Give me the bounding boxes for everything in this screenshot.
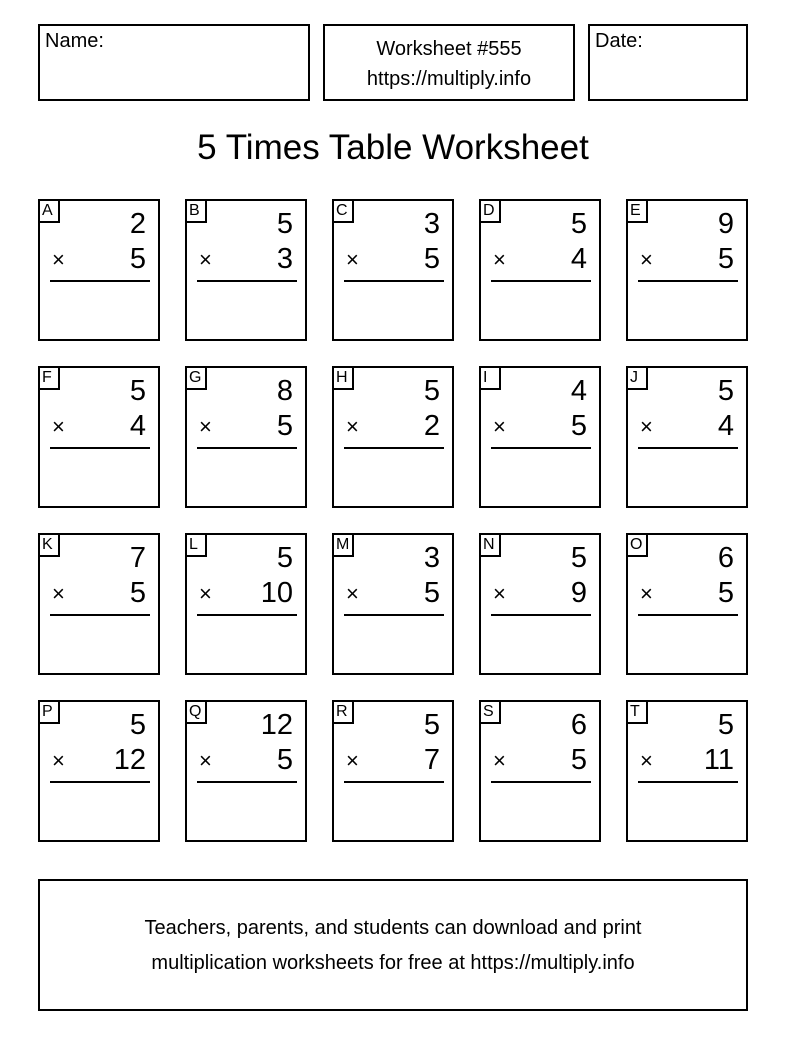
answer-line <box>638 614 738 616</box>
multiplicand: 5 <box>276 208 293 240</box>
problem-letter: I <box>481 368 501 390</box>
times-icon: × <box>346 414 359 439</box>
answer-line <box>491 447 591 449</box>
problem-letter: B <box>187 201 207 223</box>
multiplier: 2 <box>423 410 440 442</box>
multiplicand: 6 <box>570 709 587 741</box>
multiplicand: 12 <box>260 709 293 741</box>
answer-line <box>638 781 738 783</box>
answer-line <box>344 781 444 783</box>
problem-letter: J <box>628 368 648 390</box>
date-field-box[interactable] <box>588 24 748 101</box>
times-icon: × <box>199 581 212 606</box>
multiplier: 7 <box>423 744 440 776</box>
multiplicand: 4 <box>570 375 587 407</box>
answer-line <box>50 280 150 282</box>
problem-cell-e[interactable] <box>626 199 748 341</box>
answer-line <box>344 280 444 282</box>
multiplier: 5 <box>276 744 293 776</box>
problem-letter: K <box>40 535 60 557</box>
problem-cell-f[interactable] <box>38 366 160 508</box>
times-icon: × <box>640 581 653 606</box>
multiplier: 5 <box>570 410 587 442</box>
multiplier: 5 <box>276 410 293 442</box>
problem-letter: O <box>628 535 648 557</box>
name-label: Name: <box>45 30 104 52</box>
times-icon: × <box>52 414 65 439</box>
problem-letter: H <box>334 368 354 390</box>
worksheet-info-box <box>323 24 575 101</box>
answer-line <box>197 781 297 783</box>
problem-letter: P <box>40 702 60 724</box>
multiplier: 5 <box>129 577 146 609</box>
problem-letter: D <box>481 201 501 223</box>
multiplicand: 3 <box>423 542 440 574</box>
problem-cell-a[interactable] <box>38 199 160 341</box>
problem-letter: A <box>40 201 60 223</box>
multiplicand: 5 <box>570 542 587 574</box>
times-icon: × <box>199 414 212 439</box>
times-icon: × <box>52 581 65 606</box>
footer-line-2: multiplication worksheets for free at https://multiply.info <box>151 952 635 974</box>
problem-cell-j[interactable] <box>626 366 748 508</box>
times-icon: × <box>493 247 506 272</box>
problem-letter: F <box>40 368 60 390</box>
multiplicand: 5 <box>570 208 587 240</box>
page-title: 5 Times Table Worksheet <box>197 128 589 167</box>
footer-box <box>38 879 748 1011</box>
problem-cell-i[interactable] <box>479 366 601 508</box>
problem-cell-r[interactable] <box>332 700 454 842</box>
times-icon: × <box>52 748 65 773</box>
multiplicand: 3 <box>423 208 440 240</box>
answer-line <box>50 614 150 616</box>
multiplier: 10 <box>260 577 293 609</box>
problem-cell-l[interactable] <box>185 533 307 675</box>
multiplicand: 6 <box>717 542 734 574</box>
times-icon: × <box>346 748 359 773</box>
multiplier: 5 <box>423 577 440 609</box>
answer-line <box>197 614 297 616</box>
worksheet-number: Worksheet #555 <box>376 38 522 60</box>
answer-line <box>197 280 297 282</box>
multiplicand: 9 <box>717 208 734 240</box>
problem-cell-n[interactable] <box>479 533 601 675</box>
multiplicand: 5 <box>423 709 440 741</box>
multiplier: 5 <box>570 744 587 776</box>
problem-letter: M <box>334 535 354 557</box>
problem-letter: L <box>187 535 207 557</box>
problem-cell-c[interactable] <box>332 199 454 341</box>
multiplier: 5 <box>717 577 734 609</box>
answer-line <box>491 614 591 616</box>
multiplier: 5 <box>717 243 734 275</box>
multiplier: 4 <box>717 410 734 442</box>
problem-cell-o[interactable] <box>626 533 748 675</box>
times-icon: × <box>640 414 653 439</box>
date-label: Date: <box>595 30 643 52</box>
times-icon: × <box>199 748 212 773</box>
multiplier: 9 <box>570 577 587 609</box>
times-icon: × <box>640 748 653 773</box>
times-icon: × <box>493 748 506 773</box>
answer-line <box>50 781 150 783</box>
name-field-box[interactable] <box>38 24 310 101</box>
problem-letter: C <box>334 201 354 223</box>
multiplier: 3 <box>276 243 293 275</box>
problem-letter: R <box>334 702 354 724</box>
answer-line <box>491 280 591 282</box>
footer-line-1: Teachers, parents, and students can download and print <box>144 917 642 939</box>
problem-letter: N <box>481 535 501 557</box>
problem-cell-b[interactable] <box>185 199 307 341</box>
answer-line <box>50 447 150 449</box>
problem-cell-g[interactable] <box>185 366 307 508</box>
problem-cell-q[interactable] <box>185 700 307 842</box>
times-icon: × <box>640 247 653 272</box>
problem-cell-m[interactable] <box>332 533 454 675</box>
answer-line <box>344 614 444 616</box>
multiplier: 11 <box>703 744 734 776</box>
problem-cell-d[interactable] <box>479 199 601 341</box>
problem-cell-k[interactable] <box>38 533 160 675</box>
multiplier: 5 <box>423 243 440 275</box>
multiplier: 4 <box>129 410 146 442</box>
problem-letter: Q <box>187 702 207 724</box>
times-icon: × <box>52 247 65 272</box>
multiplicand: 5 <box>129 375 146 407</box>
multiplicand: 5 <box>276 542 293 574</box>
answer-line <box>197 447 297 449</box>
problem-cell-s[interactable] <box>479 700 601 842</box>
answer-line <box>638 280 738 282</box>
multiplicand: 8 <box>276 375 293 407</box>
problem-cell-p[interactable] <box>38 700 160 842</box>
problem-letter: E <box>628 201 648 223</box>
times-icon: × <box>493 581 506 606</box>
times-icon: × <box>346 581 359 606</box>
worksheet-url: https://multiply.info <box>366 68 532 90</box>
answer-line <box>491 781 591 783</box>
problem-grid <box>38 199 748 842</box>
times-icon: × <box>493 414 506 439</box>
answer-line <box>344 447 444 449</box>
multiplicand: 5 <box>717 709 734 741</box>
multiplicand: 7 <box>129 542 146 574</box>
multiplier: 5 <box>129 243 146 275</box>
times-icon: × <box>346 247 359 272</box>
multiplicand: 5 <box>129 709 146 741</box>
multiplier: 12 <box>113 744 146 776</box>
problem-letter: G <box>187 368 207 390</box>
times-icon: × <box>199 247 212 272</box>
multiplicand: 5 <box>717 375 734 407</box>
multiplicand: 2 <box>129 208 146 240</box>
problem-letter: S <box>481 702 501 724</box>
multiplier: 4 <box>570 243 587 275</box>
multiplicand: 5 <box>423 375 440 407</box>
problem-cell-h[interactable] <box>332 366 454 508</box>
answer-line <box>638 447 738 449</box>
problem-letter: T <box>628 702 648 724</box>
problem-cell-t[interactable] <box>626 700 748 842</box>
